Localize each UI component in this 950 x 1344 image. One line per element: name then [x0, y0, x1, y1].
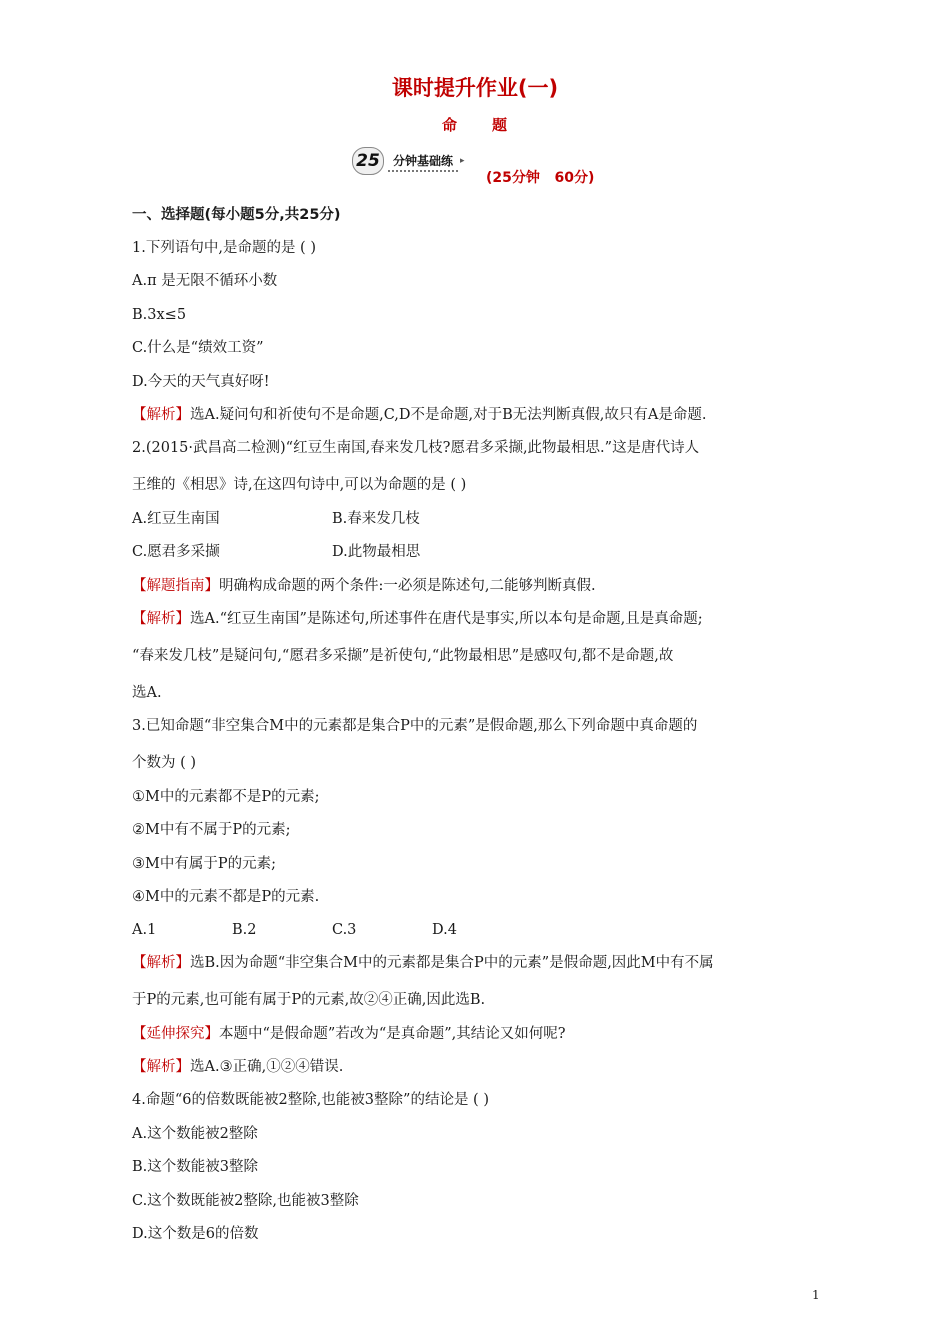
answer-text: 选A.③正确,①②④错误. — [190, 1059, 344, 1075]
answer-text: 选A.“红豆生南国”是陈述句,所述事件在唐代是事实,所以本句是命题,且是真命题; — [190, 611, 703, 627]
q2-option-d: D.此物最相思 — [332, 544, 421, 560]
q1-answer — [132, 405, 706, 425]
q3-option-c: C.3 — [332, 922, 357, 938]
section-badge — [352, 148, 465, 174]
q2-answer-line1 — [132, 609, 703, 629]
q3-stem-line2: 个数为 ( ) — [132, 755, 197, 771]
q4-option-d: D.这个数是6的倍数 — [132, 1226, 259, 1242]
q3-stem-line1: 3.已知命题“非空集合M中的元素都是集合P中的元素”是假命题,那么下列命题中真命题的 — [132, 718, 698, 734]
q3-statement-2: ②M中有不属于P的元素; — [132, 822, 291, 838]
q2-answer-line2: “春来发几枝”是疑问句,“愿君多采撷”是祈使句,“此物最相思”是感叹句,都不是命题,故 — [132, 648, 674, 664]
q2-answer-line3: 选A. — [132, 685, 162, 701]
q3-extension-answer — [132, 1057, 343, 1077]
page-subtitle — [0, 114, 950, 135]
timing-note: (25分钟 60分) — [486, 170, 595, 186]
answer-tag: 【解析】 — [132, 955, 190, 971]
q2-option-c: C.愿君多采撷 — [132, 544, 220, 560]
q3-statement-1: ①M中的元素都不是P的元素; — [132, 789, 320, 805]
q2-options-row1 — [132, 509, 832, 529]
q4-option-a: A.这个数能被2整除 — [132, 1126, 258, 1142]
page-number: 1 — [812, 1288, 820, 1302]
subtitle-char-a: 命 — [441, 116, 458, 134]
q3-option-d: D.4 — [432, 922, 457, 938]
answer-tag: 【解析】 — [132, 611, 190, 627]
guide-tag: 【解题指南】 — [132, 578, 219, 594]
q1-option-d: D.今天的天气真好呀! — [132, 374, 270, 390]
badge-label: 分钟基础练 — [388, 151, 458, 172]
q2-option-a: A.红豆生南国 — [132, 511, 220, 527]
answer-tag: 【解析】 — [132, 1059, 190, 1075]
q3-answer-line2: 于P的元素,也可能有属于P的元素,故②④正确,因此选B. — [132, 992, 486, 1008]
q1-stem: 1.下列语句中,是命题的是 ( ) — [132, 240, 316, 256]
q3-answer-line1 — [132, 953, 714, 973]
q2-options-row2 — [132, 542, 832, 562]
answer-text: 选A.疑问句和祈使句不是命题,C,D不是命题,对于B无法判断真假,故只有A是命题. — [190, 407, 707, 423]
q4-option-b: B.这个数能被3整除 — [132, 1159, 258, 1175]
q1-option-c: C.什么是“绩效工资” — [132, 340, 264, 356]
q2-stem-line1: 2.(2015·武昌高二检测)“红豆生南国,春来发几枝?愿君多采撷,此物最相思.”这是唐代诗人 — [132, 440, 700, 456]
q3-options-row — [132, 920, 832, 940]
badge-number: 25 — [352, 147, 384, 175]
extension-tag: 【延伸探究】 — [132, 1026, 219, 1042]
q2-stem-line2: 王维的《相思》诗,在这四句诗中,可以为命题的是 ( ) — [132, 477, 467, 493]
q1-option-b: B.3x≤5 — [132, 307, 187, 323]
q4-option-c: C.这个数既能被2整除,也能被3整除 — [132, 1193, 359, 1209]
page-title: 课时提升作业(一) — [391, 76, 559, 100]
extension-text: 本题中“是假命题”若改为“是真命题”,其结论又如何呢? — [219, 1026, 566, 1042]
subtitle-char-b: 题 — [492, 116, 509, 134]
q2-guide — [132, 576, 596, 596]
section-heading: 一、选择题(每小题5分,共25分) — [132, 207, 341, 223]
badge-arrow-icon: ▸ — [460, 156, 465, 166]
q3-extension — [132, 1024, 566, 1044]
q4-stem: 4.命题“6的倍数既能被2整除,也能被3整除”的结论是 ( ) — [132, 1092, 489, 1108]
answer-tag: 【解析】 — [132, 407, 190, 423]
q3-statement-3: ③M中有属于P的元素; — [132, 856, 276, 872]
q3-statement-4: ④M中的元素不都是P的元素. — [132, 889, 320, 905]
q1-option-a: A.π 是无限不循环小数 — [132, 273, 278, 289]
answer-text: 选B.因为命题“非空集合M中的元素都是集合P中的元素”是假命题,因此M中有不属 — [190, 955, 714, 971]
guide-text: 明确构成命题的两个条件:一必须是陈述句,二能够判断真假. — [219, 578, 596, 594]
q3-option-b: B.2 — [232, 922, 257, 938]
q3-option-a: A.1 — [132, 922, 157, 938]
q2-option-b: B.春来发几枝 — [332, 511, 420, 527]
